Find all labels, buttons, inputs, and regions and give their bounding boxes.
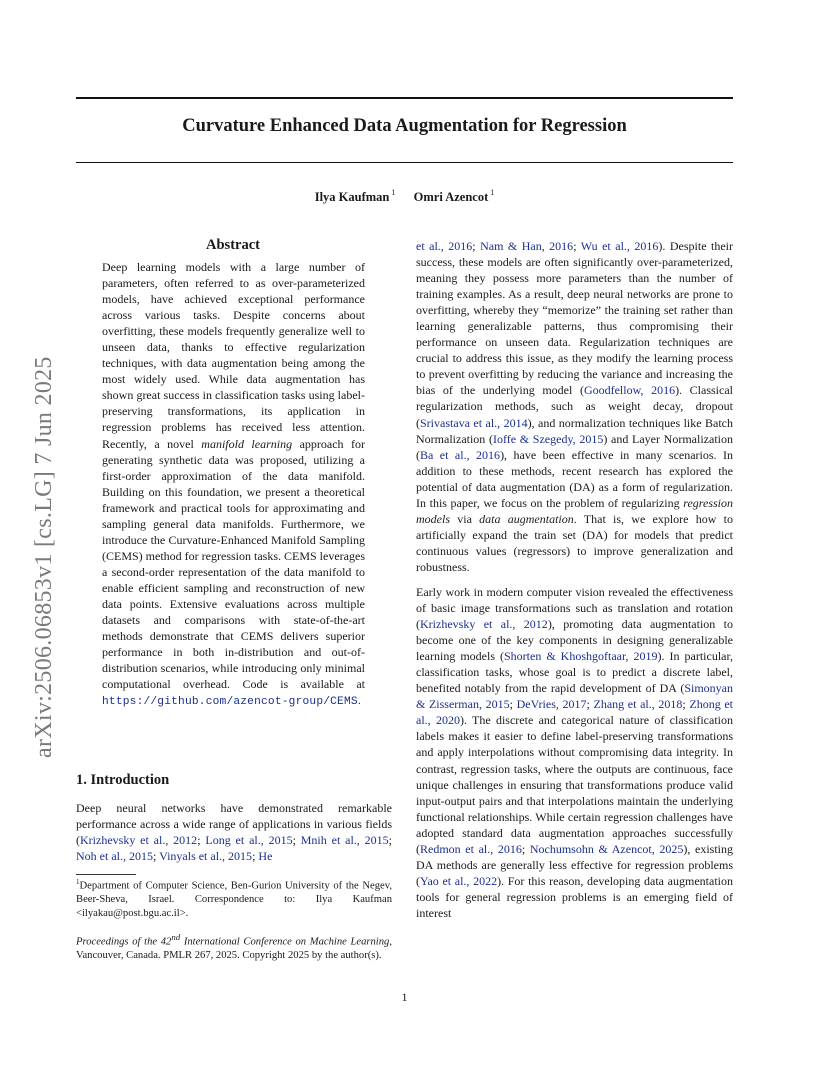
proceedings-edition: 42: [160, 936, 172, 948]
body-text: ;: [252, 849, 259, 864]
code-link[interactable]: https://github.com/azencot-group/CEMS: [102, 696, 358, 709]
abstract-text: .: [357, 693, 361, 708]
citation-link[interactable]: Zhang et al., 2018: [593, 697, 683, 712]
body-text: ;: [682, 697, 690, 712]
body-text: . That is, we explore how to artificially expand the train set (DA) for models that predict continuous values (regressors) to improve generalization and robustness.: [416, 511, 733, 574]
citation-link[interactable]: Srivastava et al., 2014: [420, 415, 528, 430]
body-text: ;: [292, 833, 301, 848]
citation-link[interactable]: Zhong et al., 2020: [416, 697, 734, 728]
arxiv-stamp: arXiv:2506.06853v1 [cs.LG] 7 Jun 2025: [31, 356, 57, 758]
body-text: ). In particular, classification tasks, whose goal is to predict a discrete label, benefited notably from the rapid development of DA (: [416, 649, 734, 696]
citation-link[interactable]: Krizhevsky et al., 2012: [80, 833, 198, 848]
abstract-text: Deep learning models with a large number of parameters, often referred to as over-parameterized models, have achieved exceptional performance across various tasks. Despite concerns about overfitting, these models frequently generalize well to unseen data, thanks to effective regularization techniques, with data augmentation being among the most widely used. While data augmentation has shown great success in classification tasks using label-preserving transformations, its application in regression problems has received less attention. Recently, a novel: [102, 260, 365, 451]
body-text: ). The discrete and categorical nature of classification labels makes it easier to define label-preserving transformations and apply interpolations without compromising data integrity. In contrast, regression tasks, where the outputs are continuous, face unique challenges in ensuring that transformations produce valid input-output pairs and that interpolations maintain the underlying functional relationships. While certain regression challenges have adopted standard data augmentation approaches successfully (: [416, 713, 733, 856]
citation-link[interactable]: Nochumsohn & Azencot, 2025: [529, 841, 684, 856]
citation-link[interactable]: Long et al., 2015: [205, 833, 293, 848]
author-list: [76, 190, 733, 205]
body-text: ). Despite their success, these models are often significantly over-parameterized, meaning they possess more parameters than the number of training examples. As a result, deep neural networks are prone to overfitting, whereby they “memorize” the training set rather than learning generalizable patterns, thus compromising their performance on unseen data. Regularization techniques are crucial to address this issue, as they modify the learning process to prevent overfitting by reducing the variance and increasing the bias of the underlying model (: [416, 239, 733, 398]
proceedings-text: Proceedings of the: [76, 936, 161, 948]
right-column: [416, 238, 733, 921]
author-affiliation-mark: 1: [391, 188, 396, 197]
citation-link[interactable]: Shorten & Khoshgoftaar, 2019: [504, 649, 658, 664]
body-text: ;: [521, 841, 530, 856]
body-text: ), have been effective in many scenarios. In addition to these methods, recent research has explored the potential of data augmentation (DA) as a form of regularization. In this paper, we focus on the problem of regularizing: [416, 447, 734, 510]
citation-link[interactable]: Simonyan & Zisserman, 2015: [416, 681, 733, 712]
body-text: ). Classical regularization methods, such as weight decay, dropout (: [416, 383, 733, 430]
emphasis-text: data augmentation: [479, 511, 574, 526]
paper-title: Curvature Enhanced Data Augmentation for Regression: [182, 116, 627, 136]
title-rule-top: [76, 97, 733, 99]
author-name: Ilya Kaufman: [314, 190, 390, 204]
footnote-rule: [76, 874, 136, 875]
abstract-text: approach for generating synthetic data was proposed, utilizing a first-order approximation of the data manifold. Building on this foundation, we present a theoretical framework and practical tools for approximating and sampling general data manifolds. Furthermore, we introduce the Curvature-Enhanced Manifold Sampling (CEMS) method for regression tasks. CEMS leverages a second-order representation of the data manifold to enable efficient sampling and reconstruction of new data points. Extensive evaluations across multiple datasets and comparisons with state-of-the-art methods demonstrate that CEMS delivers superior performance in both in-distribution and out-of-distribution scenarios, while introducing only minimal computational overhead. Code is available at: [102, 436, 366, 692]
body-text: ), and normalization techniques like Batch Normalization (: [416, 415, 733, 446]
citation-link[interactable]: He: [258, 849, 273, 864]
body-text: ;: [586, 697, 594, 712]
body-text: via: [450, 511, 480, 526]
footnote-mark: 1: [76, 878, 80, 886]
citation-link[interactable]: Mnih et al., 2015: [300, 833, 389, 848]
body-text: ;: [388, 833, 392, 848]
body-text: ;: [573, 239, 581, 253]
proceedings-note: [76, 931, 392, 963]
title-rule-bottom: [76, 162, 733, 163]
citation-link[interactable]: Ioffe & Szegedy, 2015: [493, 431, 604, 446]
body-text: ;: [472, 239, 481, 253]
body-text: ) and Layer Normalization (: [416, 431, 733, 462]
proceedings-ordinal: nd: [171, 932, 181, 942]
body-text: Early work in modern computer vision revealed the effectiveness of basic image transformations such as translation and rotation (: [416, 584, 733, 632]
proceedings-text: International Conference on Machine Learning: [180, 936, 390, 948]
citation-link[interactable]: Wu et al., 2016: [580, 239, 659, 253]
citation-link[interactable]: Yao et al., 2022: [420, 873, 498, 888]
abstract-heading: Abstract: [206, 237, 260, 253]
citation-link[interactable]: Goodfellow, 2016: [583, 383, 676, 398]
intro-paragraph: [416, 584, 733, 921]
abstract-body: [102, 259, 365, 710]
citation-link[interactable]: Noh et al., 2015: [76, 849, 153, 864]
page-number: 1: [401, 990, 408, 1004]
footnote-affiliation: [76, 876, 392, 920]
footnote-text: Department of Computer Science, Ben-Gurion University of the Negev, Beer-Sheva, Israel. Correspondence to: Ilya Kaufman <ilyakau@post.bgu.ac.il>.: [76, 880, 392, 919]
intro-paragraph: [416, 238, 733, 575]
body-text: ;: [509, 697, 517, 712]
body-text: ;: [153, 849, 160, 864]
proceedings-text: , Vancouver, Canada. PMLR 267, 2025. Copyright 2025 by the author(s).: [76, 936, 392, 962]
body-text: Deep neural networks have demonstrated remarkable performance across a wide range of applications in various fields (: [76, 801, 392, 848]
citation-link[interactable]: DeVries, 2017: [516, 697, 587, 712]
body-text: ), promoting data augmentation to become one of the key components in designing generalizable learning models (: [416, 617, 733, 664]
body-text: ), existing DA methods are generally less effective for regression problems (: [416, 841, 733, 888]
citation-link[interactable]: Ba et al., 2016: [420, 447, 501, 462]
emphasis-text: regression models: [416, 495, 733, 526]
citation-link[interactable]: Redmon et al., 2016: [420, 841, 522, 856]
section-heading-introduction: 1. Introduction: [76, 772, 170, 788]
citation-link[interactable]: et al., 2016: [416, 239, 473, 253]
intro-paragraph: [76, 800, 392, 864]
author-affiliation-mark: 1: [490, 188, 495, 197]
body-text: ). For this reason, developing data augmentation tools for general regression problems is an emerging field of interest: [416, 873, 733, 920]
citation-link[interactable]: Nam & Han, 2016: [480, 239, 574, 253]
body-text: ;: [197, 833, 206, 848]
citation-link[interactable]: Krizhevsky et al., 2012: [420, 617, 548, 632]
author-name: Omri Azencot: [413, 190, 489, 204]
abstract-emphasis: manifold learning: [201, 436, 293, 451]
citation-link[interactable]: Vinyals et al., 2015: [159, 849, 253, 864]
